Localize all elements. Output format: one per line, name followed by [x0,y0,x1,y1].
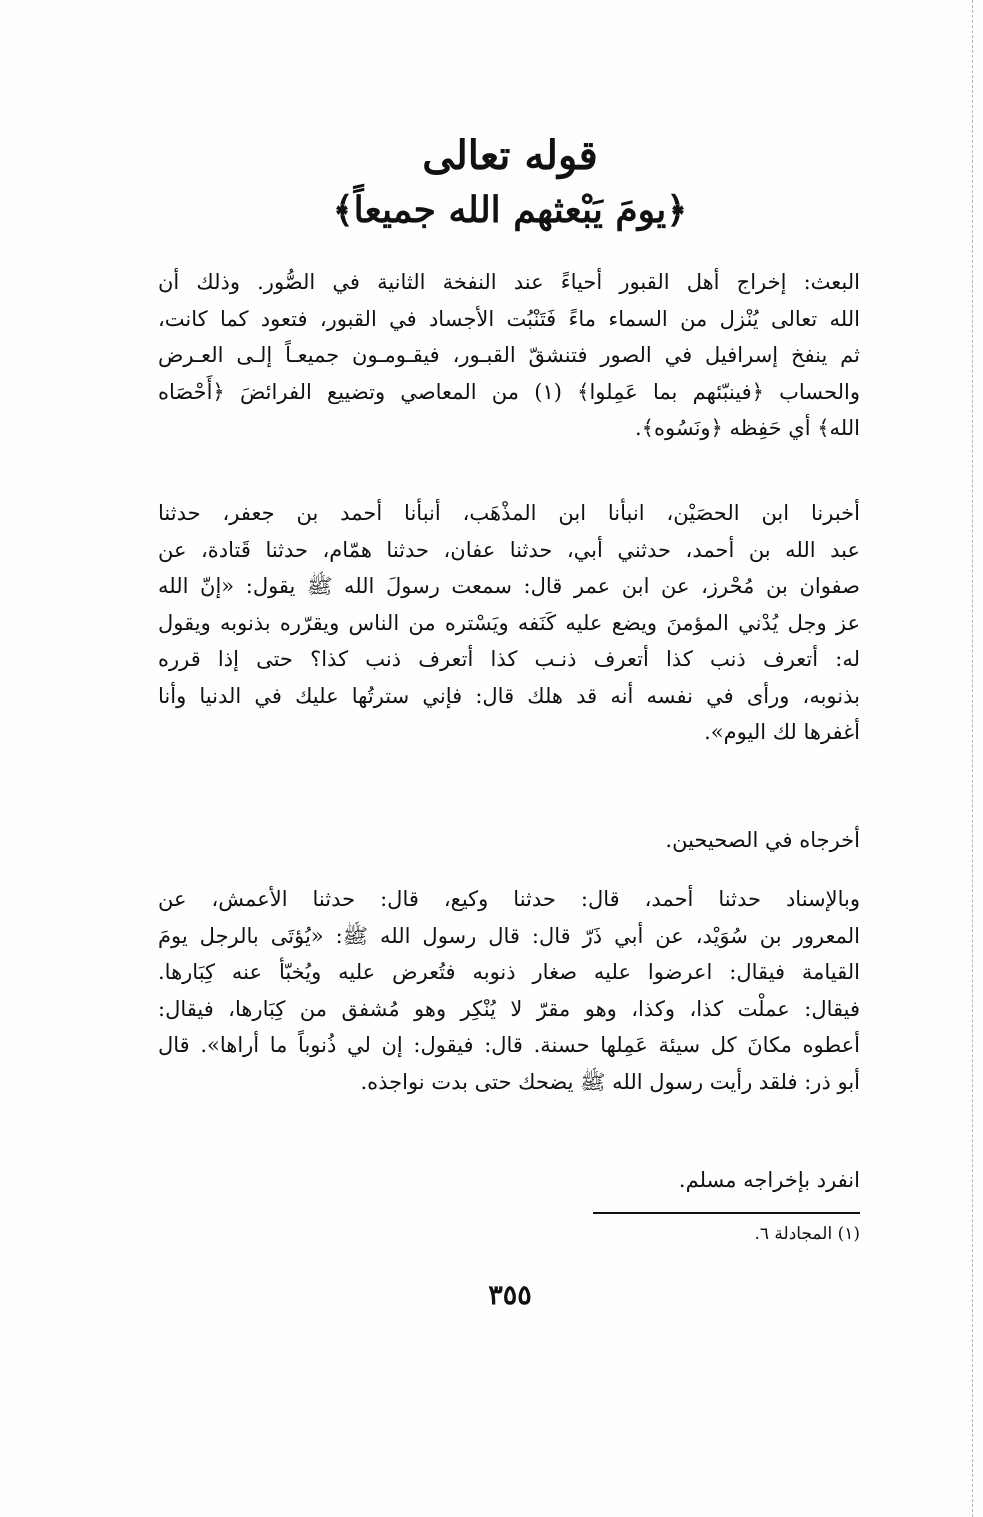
heading-title: قوله تعالى [422,132,598,179]
text-line: القيامة فيقال: اعرضوا عليه صغار ذنوبه فتُعرض عليه ويُخبّأ عنه كِبَارها. [158,960,860,984]
text-line: وبالإسناد حدثنا أحمد، قال: حدثنا وكيع، قال: حدثنا الأعمش، عن [158,887,860,911]
text-line: أعطوه مكانَ كل سيئة عَمِلها حسنة. قال: فيقول: إن لي ذُنوباً ما أراها». قال [158,1033,860,1057]
text-line: ثم ينفخ إسرافيل في الصور فتنشقّ القبـور، فيقـومـون جميعـاً إلـى العـرض [158,343,860,367]
paragraph-hadith-abu-dharr [158,881,860,1100]
text-line: عز وجل يُدْني المؤمنَ ويضع عليه كَنَفه ويَسْتره من الناس ويقرّره بذنوبه ويقول [158,610,860,635]
paragraph-hadith-ibn-umar [158,495,860,751]
text-line: الله تعالى يُنْزل من السماء ماءً فَتَنْبُت الأجساد في القبور، فتعود كما كانت، [158,306,860,331]
footnote: (١) المجادلة ٦. [754,1224,860,1244]
text-line: انفرد بإخراجه مسلم. [678,1168,860,1192]
paragraph-muslim-note [158,1162,860,1199]
paragraph-resurrection [158,264,860,447]
text-line: أخرجاه في الصحيحين. [665,828,860,852]
heading-verse: ﴿يومَ يَبْعثهم الله جميعاً﴾ [332,189,688,231]
text-line: أبو ذر: فلقد رأيت رسول الله ﷺ يضحك حتى بدت نواجذه. [360,1069,860,1094]
footnote-separator [593,1212,860,1214]
page-edge-line [971,0,973,1517]
paragraph-source-note [158,822,860,859]
text-line: البعث: إخراج أهل القبور أحياءً عند النفخة الثانية في الصُّور. وذلك أن [158,270,860,294]
text-line: أخبرنا ابن الحصَيْن، انبأنا ابن المذْهَب، أنبأنا أحمد بن جعفر، حدثنا [158,501,860,525]
text-line: المعرور بن سُوَيْد، عن أبي ذَرّ قال: قال رسول الله ﷺ: «يُؤتَى بالرجل يومَ [158,923,860,948]
text-line: عبد الله بن أحمد، حدثني أبي، حدثنا عفان، حدثنا همّام، حدثنا قَتادة، عن [158,537,860,562]
text-line: الله﴾ أي حَفِظه ﴿ونَسُوه﴾. [635,416,860,440]
text-line: أغفرها لك اليوم». [704,720,860,744]
text-line: فيقال: عملْت كذا، وكذا، وهو مقرّ لا يُنْكِر وهو مُشفق من كِبَارها، فيقال: [158,996,860,1021]
text-line: صفوان بن مُحْرز، عن ابن عمر قال: سمعت رسولَ الله ﷺ يقول: «إنّ الله [158,574,860,598]
text-line: والحساب ﴿فينبّئهم بما عَمِلوا﴾ (١) من المعاصي وتضييع الفرائضَ ﴿أَحْصَاه [158,379,860,404]
text-line: بذنوبه، ورأى في نفسه أنه قد هلك قال: فإني سترتُها عليك في الدنيا وأنا [158,683,860,708]
text-line: له: أتعرف ذنب كذا أتعرف ذنـب كذا أتعرف ذنب كذا؟ حتى إذا قرره [158,647,860,671]
page-number: ٣٥٥ [488,1280,532,1311]
chapter-heading [150,128,870,236]
